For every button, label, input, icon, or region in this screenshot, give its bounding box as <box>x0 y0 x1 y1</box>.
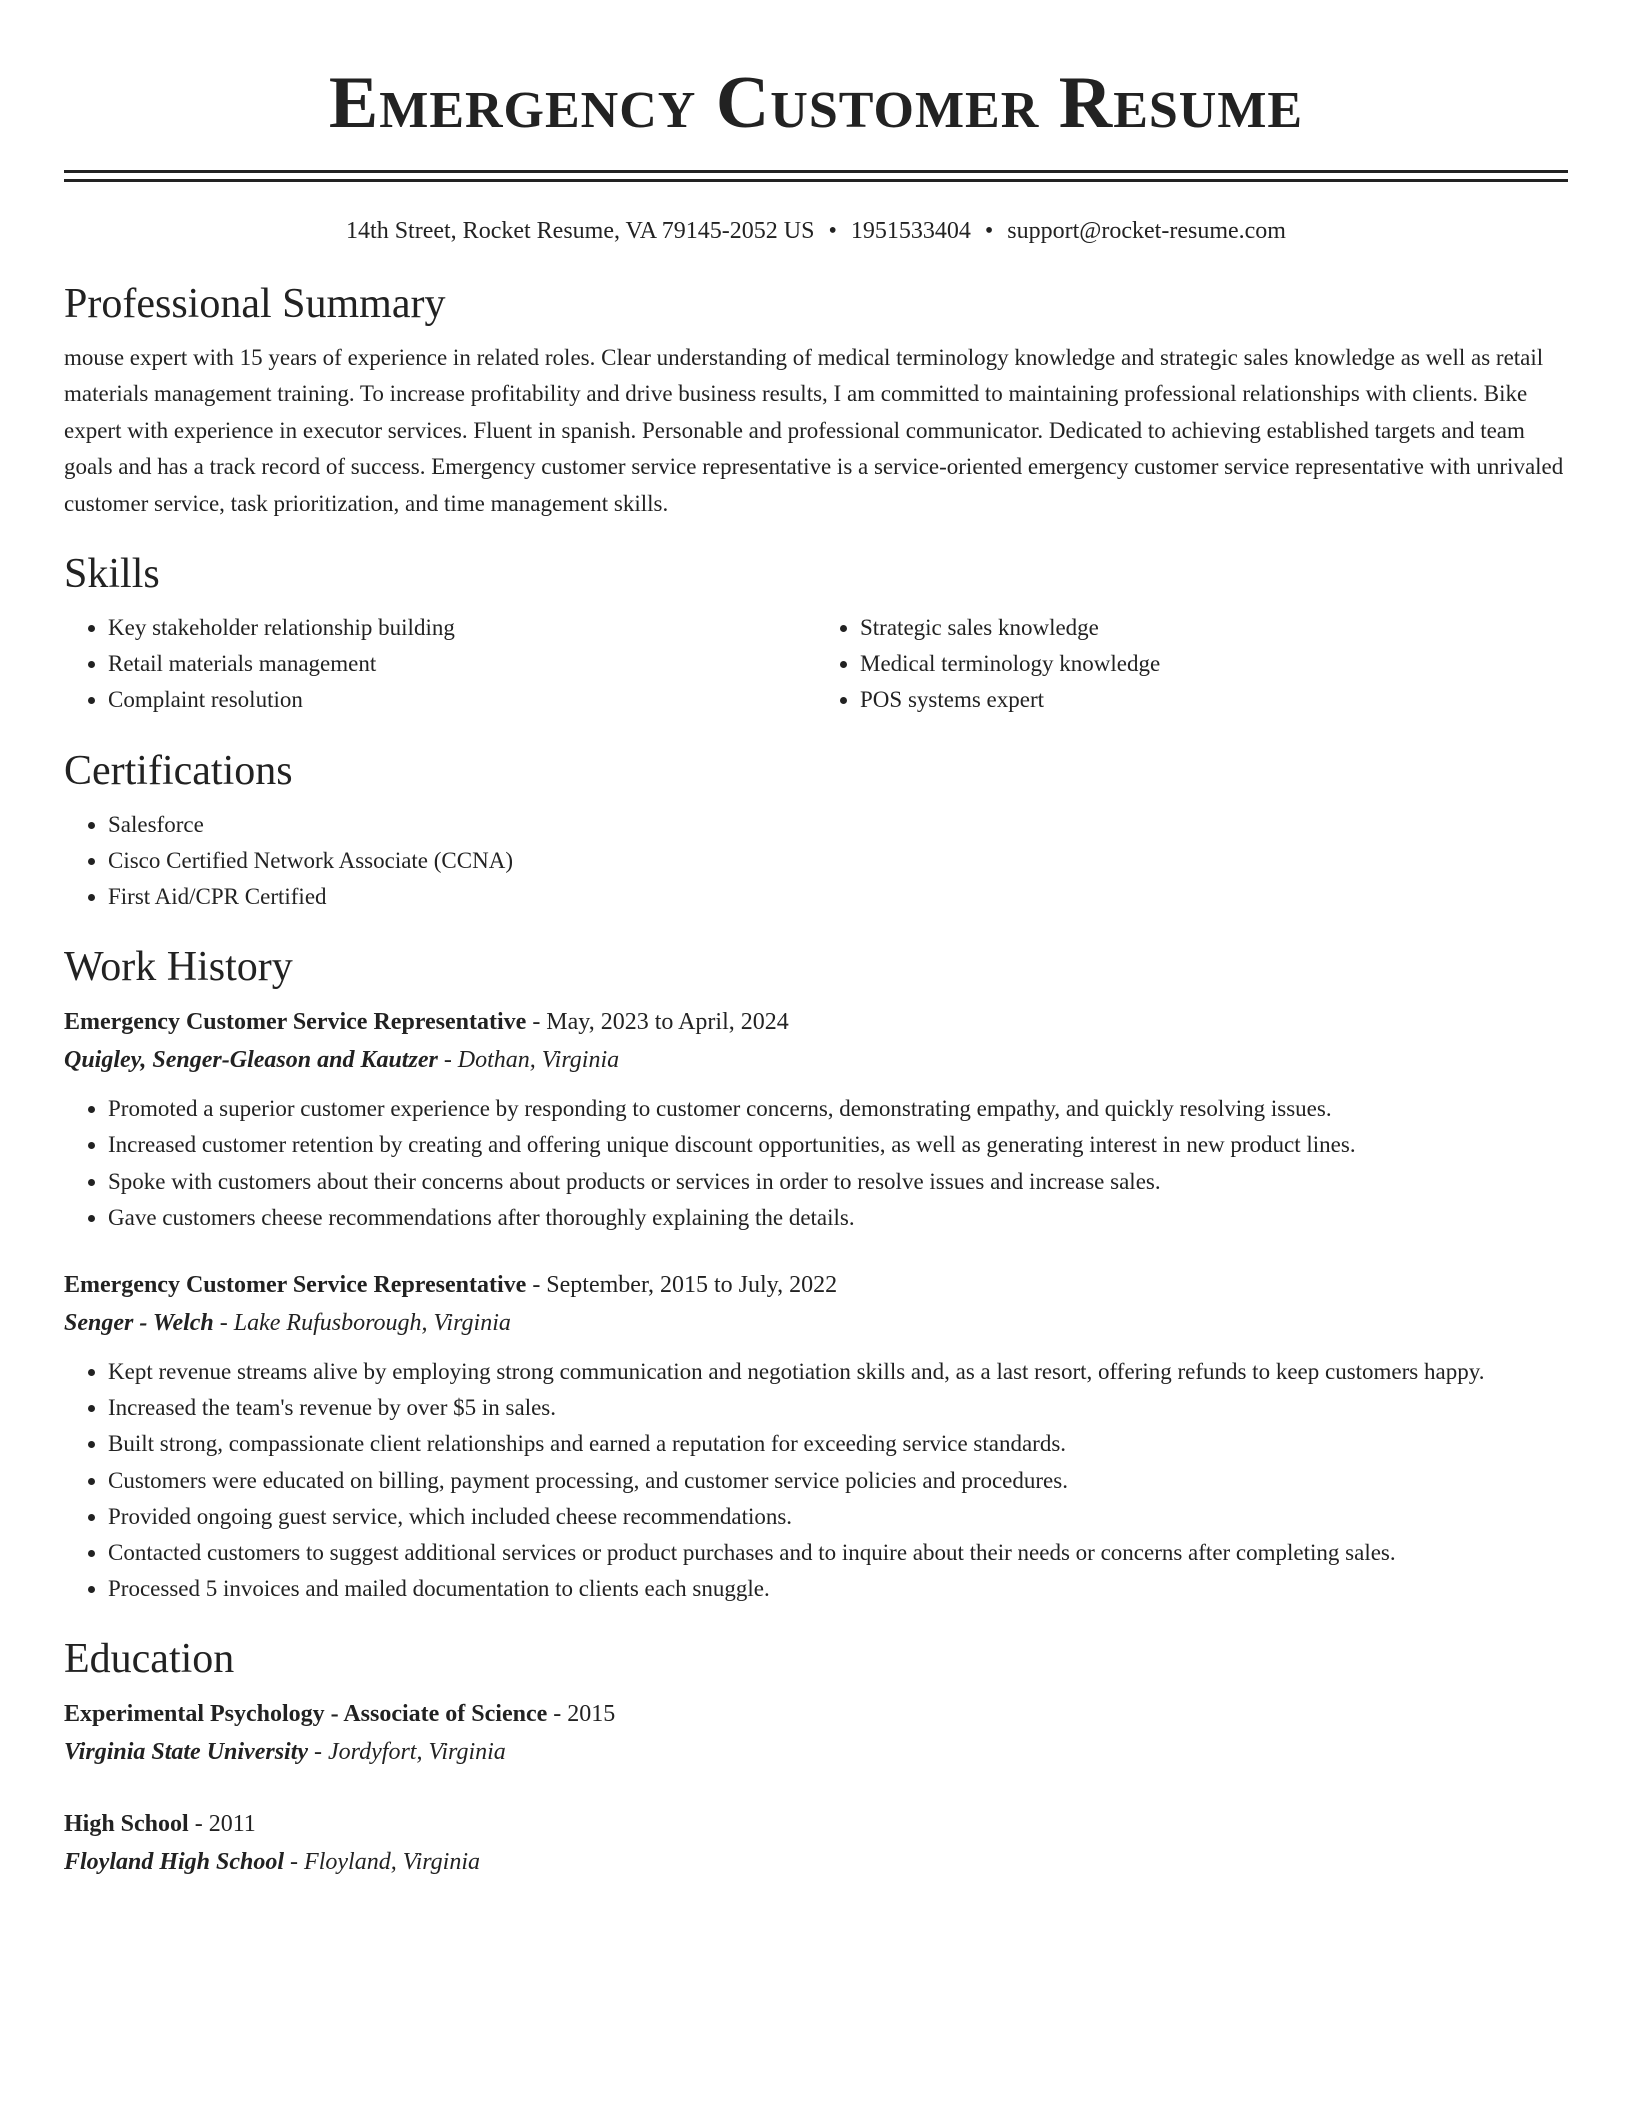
education-school: Virginia State University <box>64 1739 309 1766</box>
job-bullet: • Spoke with customers about their concerns about products or services in order to resolve issues and increase sales. <box>108 1164 1568 1200</box>
education-institution <box>64 1733 1568 1771</box>
contact-separator: • <box>984 218 994 244</box>
job-location: - Dothan, Virginia <box>437 1047 620 1074</box>
job-bullet: • Increased the team's revenue by over $5 in sales. <box>108 1390 1568 1426</box>
job-dates: - May, 2023 to April, 2024 <box>526 1009 789 1036</box>
job-header <box>64 1266 1568 1304</box>
job-employer <box>64 1304 1568 1342</box>
section-heading-education: Education <box>64 1636 235 1683</box>
job-bullet: • Promoted a superior customer experience by responding to customer concerns, demonstrating empathy, and quickly resolving issues. <box>108 1091 1568 1127</box>
contact-phone: 1951533404 <box>850 218 971 244</box>
education-header <box>64 1695 1568 1733</box>
education-institution <box>64 1843 1568 1881</box>
job-header <box>64 1003 1568 1041</box>
section-heading-summary: Professional Summary <box>64 281 446 327</box>
contact-line <box>64 214 1568 248</box>
certification-item: • Salesforce <box>108 807 1568 843</box>
job-bullets <box>64 1091 1568 1236</box>
resume-title: Emergency Customer Resume <box>328 62 1304 144</box>
education-school: Floyland High School <box>64 1849 285 1876</box>
summary-text: mouse expert with 15 years of experience in related roles. Clear understanding of medical terminology knowledge and strategic sales knowledge as well as retail materials management training. To increase profitability and drive business results, I am committed to maintaining professional relationships with clients. Bike expert with experience in executor services. Fluent in spanish. Personable and professional communicator. Dedicated to achieving established targets and team goals and has a track record of success. Emergency customer service representative is a service-oriented emergency customer service representative with unrivaled customer service, task prioritization, and time management skills. <box>64 345 1564 516</box>
education-degree: Experimental Psychology - Associate of Science <box>64 1701 548 1728</box>
education-degree: High School <box>64 1811 189 1838</box>
job-dates: - September, 2015 to July, 2022 <box>526 1272 838 1299</box>
section-heading-work-history: Work History <box>64 944 293 991</box>
job-bullet: • Built strong, compassionate client relationships and earned a reputation for exceeding service standards. <box>108 1426 1568 1462</box>
job-bullet: • Contacted customers to suggest additional services or product purchases and to inquire about their needs or concerns after completing sales. <box>108 1535 1568 1571</box>
section-heading-skills: Skills <box>64 551 160 598</box>
skill-item: • Complaint resolution <box>108 682 816 718</box>
skill-item: • Medical terminology knowledge <box>860 646 1568 682</box>
education-year: - 2011 <box>188 1811 256 1838</box>
skill-item: • POS systems expert <box>860 682 1568 718</box>
job-bullet: • Processed 5 invoices and mailed documentation to clients each snuggle. <box>108 1571 1568 1607</box>
skills-section <box>64 548 1568 719</box>
certification-item: • First Aid/CPR Certified <box>108 879 1568 915</box>
summary-section <box>64 278 1568 522</box>
skill-item: • Key stakeholder relationship building <box>108 610 816 646</box>
contact-email: support@rocket-resume.com <box>1007 218 1286 244</box>
education-entry <box>64 1805 1568 1881</box>
contact-separator: • <box>828 218 837 244</box>
job-company: Quigley, Senger-Gleason and Kautzer <box>64 1047 438 1074</box>
certification-item: • Cisco Certified Network Associate (CCNA) <box>108 843 1568 879</box>
skills-list-left <box>64 610 816 719</box>
education-location: - Jordyfort, Virginia <box>308 1739 506 1766</box>
skills-grid <box>64 600 1568 719</box>
job-entry <box>64 1266 1568 1607</box>
certifications-list <box>64 807 1568 916</box>
education-header <box>64 1805 1568 1843</box>
job-entry <box>64 1003 1568 1236</box>
education-section <box>64 1633 1568 1881</box>
job-bullet: • Gave customers cheese recommendations after thoroughly explaining the details. <box>108 1200 1568 1236</box>
education-entry <box>64 1695 1568 1771</box>
job-role: Emergency Customer Service Representative <box>64 1272 527 1299</box>
skill-item: • Strategic sales knowledge <box>860 610 1568 646</box>
job-role: Emergency Customer Service Representative <box>64 1009 527 1036</box>
job-bullet: • Customers were educated on billing, payment processing, and customer service policies and procedures. <box>108 1463 1568 1499</box>
certifications-section <box>64 745 1568 916</box>
job-bullet: • Increased customer retention by creating and offering unique discount opportunities, as well as generating interest in new product lines. <box>108 1127 1568 1163</box>
job-employer <box>64 1041 1568 1079</box>
title-divider <box>64 170 1568 182</box>
job-location: - Lake Rufusborough, Virginia <box>213 1310 511 1337</box>
job-company: Senger - Welch <box>64 1310 214 1337</box>
job-bullet: • Kept revenue streams alive by employing strong communication and negotiation skills and, as a last resort, offering refunds to keep customers happy. <box>108 1354 1568 1390</box>
job-bullet: • Provided ongoing guest service, which included cheese recommendations. <box>108 1499 1568 1535</box>
education-location: - Floyland, Virginia <box>284 1849 481 1876</box>
job-bullets <box>64 1354 1568 1607</box>
contact-address: 14th Street, Rocket Resume, VA 79145-2052 US <box>346 218 815 244</box>
section-heading-certifications: Certifications <box>64 747 293 794</box>
skill-item: • Retail materials management <box>108 646 816 682</box>
skills-list-right <box>816 610 1568 719</box>
work-history-section <box>64 941 1568 1607</box>
education-year: - 2015 <box>547 1701 616 1728</box>
